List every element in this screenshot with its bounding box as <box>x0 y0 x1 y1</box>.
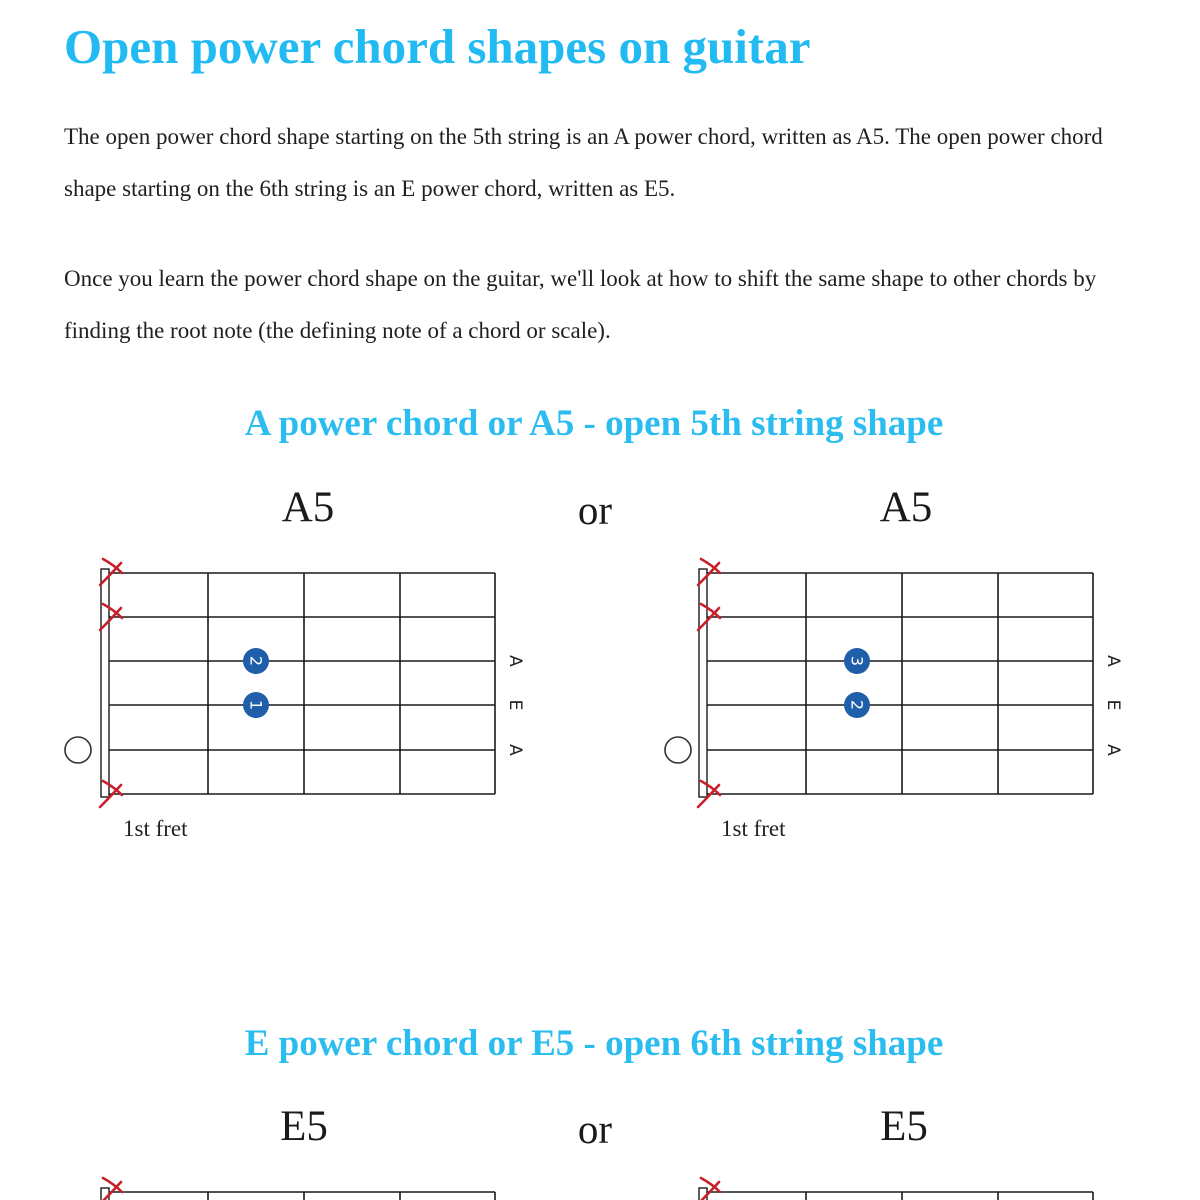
svg-text:2: 2 <box>246 655 266 667</box>
chord-name-left-a5: A5 <box>281 484 335 531</box>
root-note-paragraph: Once you learn the power chord shape on the guitar, we'll look at how to shift the same shape to other chords by finding the root note (the defining note of a chord or scale). <box>64 266 1097 343</box>
note-label <box>505 655 525 756</box>
chord-diagram-left-e5 <box>60 1170 540 1200</box>
fret-label-right-a5: 1st fret <box>721 816 786 841</box>
section-title-a5: A power chord or A5 - open 5th string shape <box>244 403 944 444</box>
fretboard-grid <box>108 1192 495 1200</box>
svg-text:1: 1 <box>246 699 266 711</box>
fret-label-left-a5: 1st fret <box>123 816 188 841</box>
chord-name-left-e5: E5 <box>280 1103 328 1150</box>
finger-dot <box>243 692 269 718</box>
svg-text:A: A <box>1103 744 1123 756</box>
svg-text:A: A <box>505 655 525 667</box>
note-label <box>1103 655 1123 756</box>
chord-name-right-a5: A5 <box>879 484 933 531</box>
svg-text:A: A <box>1103 655 1123 667</box>
or-label-e5: or <box>577 1106 613 1152</box>
fretboard-grid <box>706 573 1093 794</box>
svg-text:E: E <box>1103 699 1123 711</box>
chord-diagram-left-a5 <box>60 555 540 815</box>
open-string-icon <box>65 737 91 763</box>
svg-text:E: E <box>505 699 525 711</box>
intro-paragraph: The open power chord shape starting on the 5th string is an A power chord, written as A5. The open power chord shape starting on the 6th string is an E power chord, written as E5. <box>64 124 1103 201</box>
chord-diagram-right-a5 <box>658 555 1138 815</box>
or-label-a5: or <box>577 487 613 533</box>
finger-dot <box>844 692 870 718</box>
svg-text:A: A <box>505 744 525 756</box>
open-string-icon <box>665 737 691 763</box>
finger-dot <box>243 648 269 674</box>
fretboard-grid <box>706 1192 1093 1200</box>
finger-dot <box>844 648 870 674</box>
chord-name-right-e5: E5 <box>880 1103 928 1150</box>
svg-text:2: 2 <box>847 699 867 711</box>
section-title-e5: E power chord or E5 - open 6th string shape <box>244 1023 944 1064</box>
fretboard-grid <box>108 573 495 794</box>
chord-diagram-right-e5 <box>658 1170 1138 1200</box>
svg-text:3: 3 <box>847 655 867 667</box>
page-title: Open power chord shapes on guitar <box>64 19 811 74</box>
